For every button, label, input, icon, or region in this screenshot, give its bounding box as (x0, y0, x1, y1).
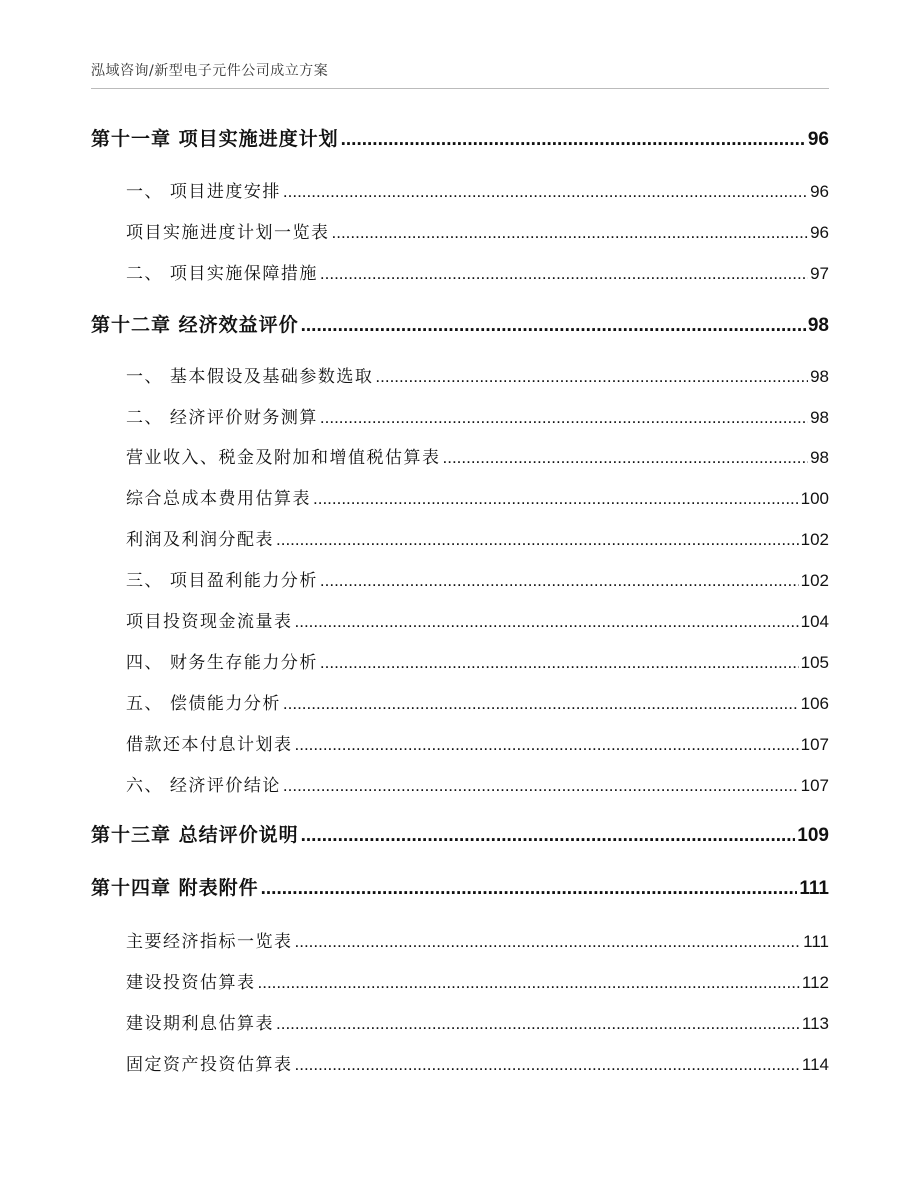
toc-page-number: 102 (800, 530, 829, 549)
toc-label: 利润及利润分配表 (126, 530, 274, 550)
toc-page-number: 105 (800, 653, 829, 672)
toc-item[interactable] (126, 1050, 829, 1075)
toc-label: 建设期利息估算表 (126, 1014, 274, 1034)
toc-leader (320, 653, 799, 673)
toc-label: 第十三章 总结评价说明 (91, 824, 299, 846)
toc-label: 固定资产投资估算表 (126, 1055, 293, 1075)
toc-page-number: 98 (810, 367, 829, 386)
toc-page-number: 96 (810, 182, 829, 201)
toc-label: 一、 基本假设及基础参数选取 (126, 367, 374, 387)
toc-page-number: 111 (803, 932, 829, 951)
toc-leader (295, 612, 799, 632)
toc-leader (443, 448, 809, 468)
toc-chapter-12[interactable] (91, 310, 829, 337)
toc-leader (320, 264, 808, 284)
toc-page-number: 98 (807, 315, 829, 336)
toc-chapter-13[interactable] (91, 820, 829, 847)
toc-item[interactable] (126, 259, 829, 284)
toc-leader (295, 932, 802, 952)
toc-label: 主要经济指标一览表 (126, 932, 293, 952)
toc-chapter-14[interactable] (91, 873, 829, 900)
toc-leader (320, 408, 808, 428)
toc-page-number: 107 (800, 776, 829, 795)
toc-leader (332, 223, 809, 243)
toc-page-number: 112 (801, 973, 829, 992)
toc-leader (283, 776, 799, 796)
toc-label: 第十四章 附表附件 (91, 877, 259, 899)
toc-label: 项目投资现金流量表 (126, 612, 293, 632)
toc-label: 营业收入、税金及附加和增值税估算表 (126, 448, 441, 468)
toc-item[interactable] (126, 730, 829, 755)
toc-label: 第十一章 项目实施进度计划 (91, 128, 339, 150)
toc-item[interactable] (126, 648, 829, 673)
toc-leader (283, 694, 799, 714)
toc-page-number: 106 (800, 694, 829, 713)
toc-leader (320, 571, 799, 591)
header-divider (91, 88, 829, 89)
toc-page-number: 109 (797, 825, 829, 846)
toc-item[interactable] (126, 1009, 829, 1034)
toc-page-number: 114 (801, 1055, 829, 1074)
toc-item[interactable] (126, 607, 829, 632)
toc-leader (276, 1014, 800, 1034)
toc-page-number: 100 (800, 489, 829, 508)
toc-label: 六、 经济评价结论 (126, 776, 281, 796)
toc-page-number: 111 (799, 878, 829, 899)
toc-label: 二、 经济评价财务测算 (126, 408, 318, 428)
toc-leader (295, 1055, 800, 1075)
toc-item[interactable] (126, 362, 829, 387)
toc-page-number: 98 (810, 448, 829, 467)
toc-label: 第十二章 经济效益评价 (91, 314, 299, 336)
toc-page-number: 98 (810, 408, 829, 427)
toc-leader (375, 367, 808, 387)
toc-item[interactable] (126, 177, 829, 202)
toc-page-number: 96 (810, 223, 829, 242)
toc-label: 三、 项目盈利能力分析 (126, 571, 318, 591)
toc-item[interactable] (126, 689, 829, 714)
toc-label: 建设投资估算表 (126, 973, 256, 993)
toc-page-number: 97 (810, 264, 829, 283)
toc-item[interactable] (126, 443, 829, 468)
toc-leader (301, 824, 796, 847)
toc-item[interactable] (126, 403, 829, 428)
toc-leader (313, 489, 799, 509)
toc-leader (283, 182, 808, 202)
toc-label: 项目实施进度计划一览表 (126, 223, 330, 243)
toc-item[interactable] (126, 484, 829, 509)
toc-label: 二、 项目实施保障措施 (126, 264, 318, 284)
toc-leader (261, 877, 798, 900)
toc-page-number: 102 (800, 571, 829, 590)
toc-chapter-11[interactable] (91, 124, 829, 151)
toc-item[interactable] (126, 968, 829, 993)
toc-item[interactable] (126, 218, 829, 243)
toc-leader (276, 530, 799, 550)
toc-leader (258, 973, 800, 993)
toc-leader (341, 128, 806, 151)
toc-item[interactable] (126, 566, 829, 591)
toc-page-number: 113 (801, 1014, 829, 1033)
toc-page-number: 104 (800, 612, 829, 631)
toc-label: 五、 偿债能力分析 (126, 694, 281, 714)
toc-leader (301, 314, 806, 337)
toc-item[interactable] (126, 927, 829, 952)
toc-item[interactable] (126, 771, 829, 796)
document-header: 泓域咨询/新型电子元件公司成立方案 (91, 63, 329, 79)
toc-item[interactable] (126, 525, 829, 550)
toc-page-number: 107 (800, 735, 829, 754)
toc-label: 借款还本付息计划表 (126, 735, 293, 755)
toc-leader (295, 735, 799, 755)
toc-page-number: 96 (807, 129, 829, 150)
toc-label: 四、 财务生存能力分析 (126, 653, 318, 673)
toc-label: 综合总成本费用估算表 (126, 489, 311, 509)
toc-label: 一、 项目进度安排 (126, 182, 281, 202)
